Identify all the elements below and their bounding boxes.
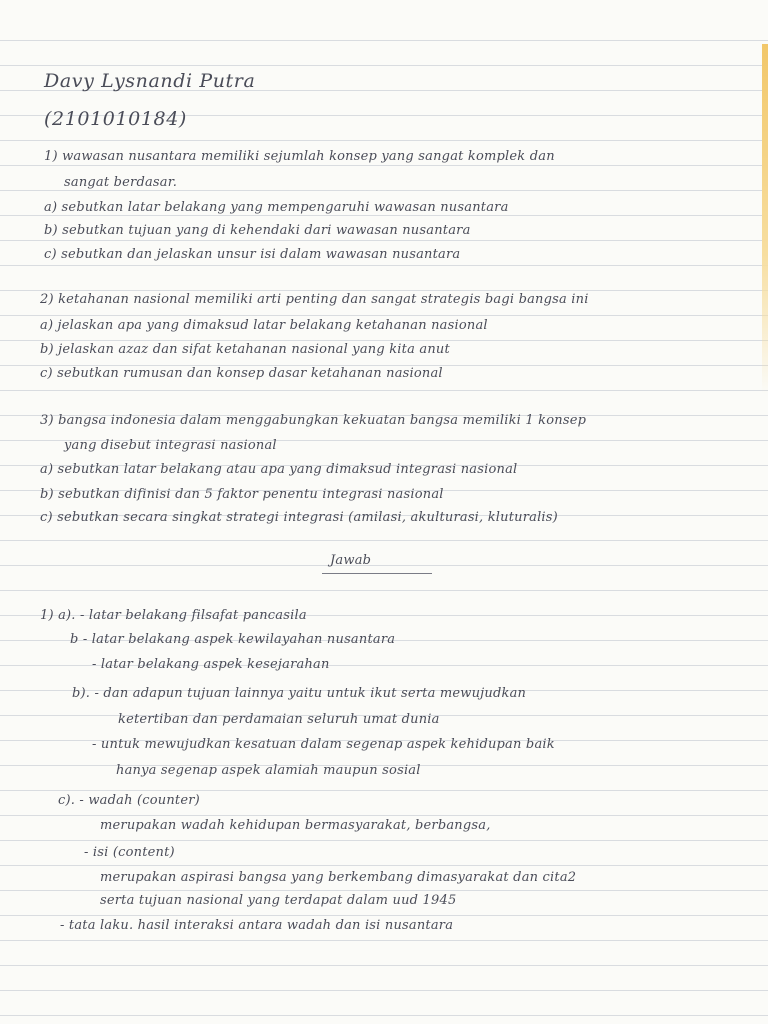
answer-1b-item-2-cont: hanya segenap aspek alamiah maupun sosial <box>116 763 421 778</box>
answer-1b-item-2: - untuk mewujudkan kesatuan dalam segenap aspek kehidupan baik <box>92 737 555 752</box>
page-edge-strip <box>762 44 768 394</box>
answer-1c-desc-1: merupakan wadah kehidupan bermasyarakat, berbangsa, <box>100 818 491 833</box>
answer-1a-item-2: b - latar belakang aspek kewilayahan nusantara <box>70 632 396 647</box>
student-id: (2101010184) <box>44 108 187 130</box>
question-2a: a) jelaskan apa yang dimaksud latar belakang ketahanan nasional <box>40 318 488 333</box>
answer-1c-item-2: - isi (content) <box>84 845 175 860</box>
question-3b: b) sebutkan difinisi dan 5 faktor penentu integrasi nasional <box>40 487 444 502</box>
student-name: Davy Lysnandi Putra <box>44 70 256 92</box>
question-3-text-cont: yang disebut integrasi nasional <box>64 438 277 453</box>
question-2-text: 2) ketahanan nasional memiliki arti penting dan sangat strategis bagi bangsa ini <box>40 292 589 307</box>
question-2c: c) sebutkan rumusan dan konsep dasar ketahanan nasional <box>40 366 443 381</box>
question-1-text: 1) wawasan nusantara memiliki sejumlah konsep yang sangat komplek dan <box>44 149 555 164</box>
question-2b: b) jelaskan azaz dan sifat ketahanan nasional yang kita anut <box>40 342 450 357</box>
answer-1a-item-3: - latar belakang aspek kesejarahan <box>92 657 330 672</box>
answer-1a: 1) a). - latar belakang filsafat pancasila <box>40 608 307 623</box>
question-3a: a) sebutkan latar belakang atau apa yang dimaksud integrasi nasional <box>40 462 518 477</box>
answer-1c-item-3: - tata laku. hasil interaksi antara wadah dan isi nusantara <box>60 918 454 933</box>
answer-1b-cont: ketertiban dan perdamaian seluruh umat dunia <box>118 712 440 727</box>
answer-1c-desc-2: merupakan aspirasi bangsa yang berkembang dimasyarakat dan cita2 <box>100 870 577 885</box>
question-1c: c) sebutkan dan jelaskan unsur isi dalam wawasan nusantara <box>44 247 461 262</box>
answer-1c-desc-2-cont: serta tujuan nasional yang terdapat dalam uud 1945 <box>100 893 457 908</box>
answer-1c: c). - wadah (counter) <box>58 793 200 808</box>
question-1-text-cont: sangat berdasar. <box>64 175 178 190</box>
question-1b: b) sebutkan tujuan yang di kehendaki dari wawasan nusantara <box>44 223 471 238</box>
answer-1b: b). - dan adapun tujuan lainnya yaitu untuk ikut serta mewujudkan <box>72 686 527 701</box>
question-3c: c) sebutkan secara singkat strategi integrasi (amilasi, akulturasi, kluturalis) <box>40 510 558 525</box>
answer-heading: Jawab <box>330 553 372 568</box>
question-1a: a) sebutkan latar belakang yang mempengaruhi wawasan nusantara <box>44 200 509 215</box>
question-3-text: 3) bangsa indonesia dalam menggabungkan kekuatan bangsa memiliki 1 konsep <box>40 413 587 428</box>
answer-heading-underline <box>322 573 432 574</box>
